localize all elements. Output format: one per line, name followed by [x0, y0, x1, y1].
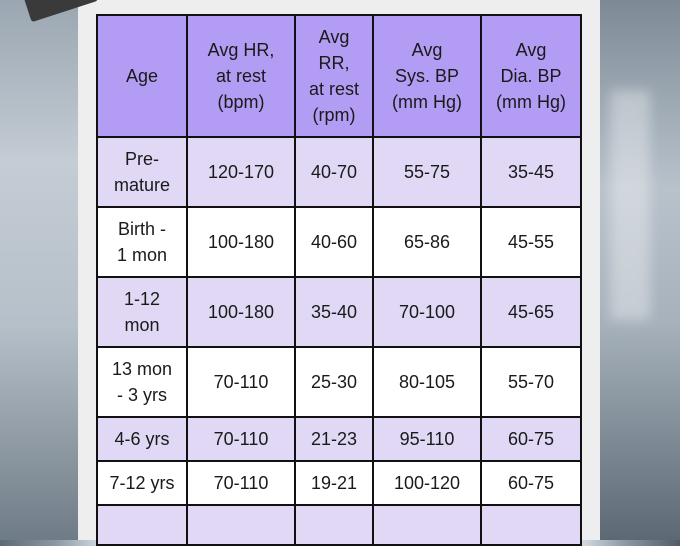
header-heart-rate: Avg HR, at rest (bpm) [187, 15, 295, 137]
vital-signs-table [96, 14, 582, 546]
cell-hr: 70-110 [187, 347, 295, 417]
background-left [0, 0, 78, 540]
cell-hr [187, 505, 295, 545]
cell-dia-bp: 45-55 [481, 207, 581, 277]
cell-hr: 120-170 [187, 137, 295, 207]
cell-age: Birth - 1 mon [97, 207, 187, 277]
background-right [600, 0, 680, 540]
cell-dia-bp: 60-75 [481, 461, 581, 505]
cell-rr [295, 505, 373, 545]
cell-rr: 19-21 [295, 461, 373, 505]
header-age: Age [97, 15, 187, 137]
table-row [97, 137, 581, 207]
table-row [97, 417, 581, 461]
cell-sys-bp: 100-120 [373, 461, 481, 505]
cell-rr: 40-60 [295, 207, 373, 277]
cell-sys-bp [373, 505, 481, 545]
cell-hr: 100-180 [187, 277, 295, 347]
table-row [97, 461, 581, 505]
cell-dia-bp: 35-45 [481, 137, 581, 207]
cell-sys-bp: 80-105 [373, 347, 481, 417]
cell-age [97, 505, 187, 545]
cell-dia-bp [481, 505, 581, 545]
cell-sys-bp: 70-100 [373, 277, 481, 347]
cell-dia-bp: 55-70 [481, 347, 581, 417]
cell-dia-bp: 45-65 [481, 277, 581, 347]
cell-dia-bp: 60-75 [481, 417, 581, 461]
cell-hr: 70-110 [187, 417, 295, 461]
cell-hr: 100-180 [187, 207, 295, 277]
cell-sys-bp: 55-75 [373, 137, 481, 207]
cell-age: 4-6 yrs [97, 417, 187, 461]
table-row [97, 505, 581, 545]
cell-rr: 35-40 [295, 277, 373, 347]
header-systolic-bp: Avg Sys. BP (mm Hg) [373, 15, 481, 137]
header-respiratory-rate: Avg RR, at rest (rpm) [295, 15, 373, 137]
cell-hr: 70-110 [187, 461, 295, 505]
cell-rr: 21-23 [295, 417, 373, 461]
table-row [97, 277, 581, 347]
header-diastolic-bp: Avg Dia. BP (mm Hg) [481, 15, 581, 137]
cell-age: 1-12 mon [97, 277, 187, 347]
cell-sys-bp: 65-86 [373, 207, 481, 277]
table-row [97, 207, 581, 277]
cell-rr: 25-30 [295, 347, 373, 417]
cell-age: 13 mon - 3 yrs [97, 347, 187, 417]
cell-age: 7-12 yrs [97, 461, 187, 505]
header-row [97, 15, 581, 137]
cell-age: Pre- mature [97, 137, 187, 207]
table-row [97, 347, 581, 417]
cell-rr: 40-70 [295, 137, 373, 207]
cell-sys-bp: 95-110 [373, 417, 481, 461]
